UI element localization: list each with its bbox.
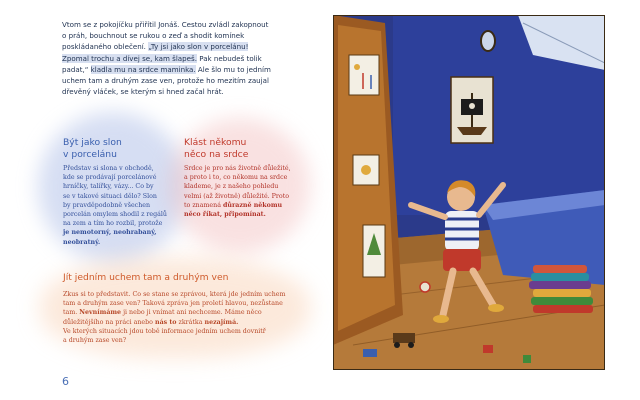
bold-keyword: nezajímá.: [204, 318, 239, 326]
text-line: by pravděpodobně všechen: [63, 201, 151, 209]
clothes-layer: [533, 305, 593, 313]
text-line: Srdce je pro nás životně důležité,: [184, 165, 291, 172]
story-paragraph: [62, 19, 302, 97]
idiom-text-slon: [63, 164, 167, 247]
text-line: se v takové situaci dělo? Slon: [63, 192, 157, 200]
story-line: Zpomal trochu a dívej se, kam šlapeš. Pak nebudeš tolik: [62, 53, 262, 63]
story-line: o práh, bouchnout se rukou o zeď a shodit komínek: [62, 31, 245, 41]
idiom-heading-srdce: [184, 137, 248, 160]
highlighted-phrase: „Ty jsi jako slon v porcelánu!: [148, 42, 249, 52]
idiom-text-srdce: [184, 164, 291, 219]
heading-line: Být jako slon: [63, 137, 122, 148]
clothes-layer: [531, 297, 593, 305]
text-line: tam. Nevnímáme ji nebo ji vnímat ani nechceme. Máme něco: [63, 309, 262, 317]
page-number: 6: [62, 375, 69, 388]
clothes-stack: [529, 265, 593, 313]
text-line: důležitějšího na práci anebo nás to zkrátka nezajímá.: [63, 318, 239, 326]
text-line: Představ si slona v obchodě,: [63, 165, 154, 172]
boy-foot: [488, 304, 504, 312]
text-line-bold: něco říkat, připomínat.: [184, 211, 266, 219]
boy-foot: [433, 315, 449, 323]
idiom-text-ucho: [63, 290, 285, 345]
text-line-bold: neobratný.: [63, 238, 101, 246]
story-line: poskládaného oblečení. „Ty jsi jako slon v porcelánu!: [62, 42, 249, 52]
illustration-boy-in-doorway: [333, 15, 605, 370]
toy-block: [523, 355, 531, 363]
door-drawing-family: [349, 55, 379, 95]
highlighted-phrase: Zpomal trochu a dívej se, kam šlapeš.: [62, 53, 197, 63]
text-line: to znamená důrazně někomu: [184, 201, 283, 209]
highlighted-phrase: kladla mu na srdce maminka.: [90, 64, 196, 74]
train-wheel: [394, 342, 400, 348]
heading-line: Klást někomu: [184, 137, 247, 148]
bold-keyword: důrazně někomu: [222, 201, 283, 209]
toy-train: [393, 333, 415, 343]
text-line: na zem a tím ho rozbil, protože: [63, 220, 163, 228]
text-line: klademe, je z našeho pohledu: [184, 183, 279, 191]
bold-keyword: nás to: [154, 318, 177, 326]
text-line: a proto i to, co někomu na srdce: [184, 174, 288, 182]
wall-mirror: [481, 31, 495, 51]
toy-block: [363, 349, 377, 357]
story-line: Vtom se z pokojíčku přiřítil Jonáš. Cestou zvládl zakopnout: [62, 20, 269, 29]
idiom-heading-slon: [63, 137, 122, 160]
idiom-heading-ucho: Jít jedním uchem tam a druhým ven: [63, 272, 229, 283]
drawing-flower: [361, 165, 371, 175]
illustration-svg: [333, 15, 605, 370]
bold-keyword: Nevnímáme: [79, 309, 122, 317]
text-line: hrníčky, talířky, vázy... Co by: [63, 183, 154, 191]
text-line: tam a druhým zase ven? Taková zpráva jen proletí hlavou, nezůstane: [63, 300, 283, 308]
text-line: porcelán omylem shodil z regálů: [63, 211, 167, 219]
text-line: kde se prodávají porcelánové: [63, 174, 157, 182]
heading-line: v porcelánu: [63, 148, 117, 160]
text-line: Ve kterých situacích jdou tobě informace jedním uchem dovnitř: [63, 327, 266, 335]
drawing-sun: [354, 64, 360, 70]
text-line: a druhým zase ven?: [63, 337, 127, 345]
story-line: padat,“ kladla mu na srdce maminka. Ale šlo mu to jedním: [62, 64, 271, 74]
clothes-layer: [533, 265, 587, 273]
toy-block: [483, 345, 493, 353]
boy-shirt: [445, 211, 479, 251]
clothes-layer: [531, 273, 589, 281]
text-line-bold: je nemotorný, neohrabaný,: [63, 229, 157, 237]
heading-line: něco na srdce: [184, 148, 249, 160]
toy-ball: [420, 282, 430, 292]
clothes-layer: [533, 289, 591, 297]
train-wheel: [408, 342, 414, 348]
skull-emblem: [469, 103, 475, 109]
story-line: dřevěný vláček, se kterým si hned začal hrát.: [62, 87, 224, 97]
text-line: Zkus si to představit. Co se stane se zprávou, která jde jedním uchem: [63, 291, 286, 298]
story-line: uchem tam a druhým zase ven, protože ho mezitím zaujal: [62, 76, 269, 86]
clothes-layer: [529, 281, 591, 289]
text-line: velmi (až životně) důležité. Proto: [184, 192, 290, 200]
boy-shorts: [443, 249, 481, 271]
